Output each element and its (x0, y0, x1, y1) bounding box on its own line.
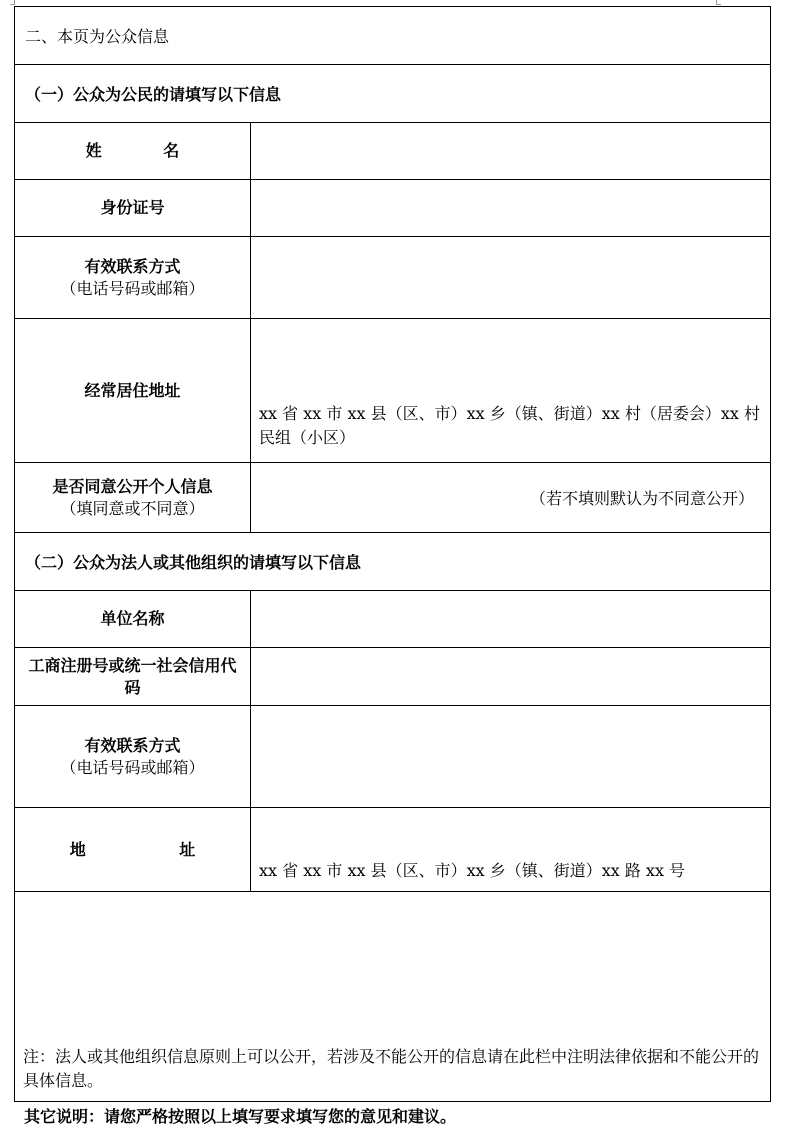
id-label-cell (15, 180, 251, 237)
id-number-field[interactable] (251, 180, 771, 237)
page-corner-mark (10, 0, 15, 5)
org-address-label-cell (15, 808, 251, 892)
address-label-cell (15, 319, 251, 463)
consent-label-cell (15, 463, 251, 533)
name-label-cell (15, 123, 251, 180)
citizen-section-heading: （一）公众为公民的请填写以下信息 (15, 65, 771, 123)
reg-no-label-cell (15, 648, 251, 706)
residence-address-field[interactable]: xx 省 xx 市 xx 县（区、市）xx 乡（镇、街道）xx 村（居委会）xx 村民组（小区） (251, 319, 771, 463)
unit-name-label-cell (15, 591, 251, 648)
id-number-label: 身份证号 (100, 198, 165, 217)
citizen-address-row (15, 319, 771, 463)
contact-label: 有效联系方式 (84, 256, 181, 276)
org-address-label: 地 址 (69, 839, 240, 859)
name-field[interactable] (251, 123, 771, 180)
org-contact-hint: （电话号码或邮箱） (60, 757, 205, 777)
residence-address-label: 经常居住地址 (84, 380, 181, 400)
registration-number-label: 工商注册号或统一社会信用代码 (28, 655, 237, 697)
consent-label: 是否同意公开个人信息 (52, 476, 213, 496)
org-address-field[interactable]: xx 省 xx 市 xx 县（区、市）xx 乡（镇、街道）xx 路 xx 号 (251, 808, 771, 892)
citizen-id-row (15, 180, 771, 237)
org-address-row (15, 808, 771, 892)
citizen-heading-row (15, 65, 771, 123)
name-label: 姓 名 (85, 141, 208, 160)
organization-heading-row (15, 533, 771, 591)
unit-name-field[interactable] (251, 591, 771, 648)
org-reg-no-row (15, 648, 771, 706)
contact-hint: （电话号码或邮箱） (60, 278, 205, 298)
contact-field[interactable] (251, 237, 771, 319)
citizen-name-row (15, 123, 771, 180)
public-info-form (14, 6, 771, 1102)
consent-field[interactable]: （若不填则默认为不同意公开） (251, 463, 771, 533)
contact-label-cell (15, 237, 251, 319)
org-contact-field[interactable] (251, 706, 771, 808)
other-remarks: 其它说明：请您严格按照以上填写要求填写您的意见和建议。 (24, 1107, 457, 1126)
registration-number-field[interactable] (251, 648, 771, 706)
page-corner-mark (716, 0, 721, 5)
title-row (15, 7, 771, 65)
disclosure-note[interactable]: 注：法人或其他组织信息原则上可以公开，若涉及不能公开的信息请在此栏中注明法律依据和不能公开的具体信息。 (15, 892, 771, 1102)
org-unit-name-row (15, 591, 771, 648)
citizen-consent-row (15, 463, 771, 533)
consent-hint: （填同意或不同意） (60, 498, 205, 518)
citizen-contact-row (15, 237, 771, 319)
organization-section-heading: （二）公众为法人或其他组织的请填写以下信息 (15, 533, 771, 591)
org-contact-row (15, 706, 771, 808)
note-row (15, 892, 771, 1102)
unit-name-label: 单位名称 (100, 609, 165, 628)
page-title: 二、本页为公众信息 (15, 7, 771, 65)
org-contact-label-cell (15, 706, 251, 808)
org-contact-label: 有效联系方式 (84, 735, 181, 755)
